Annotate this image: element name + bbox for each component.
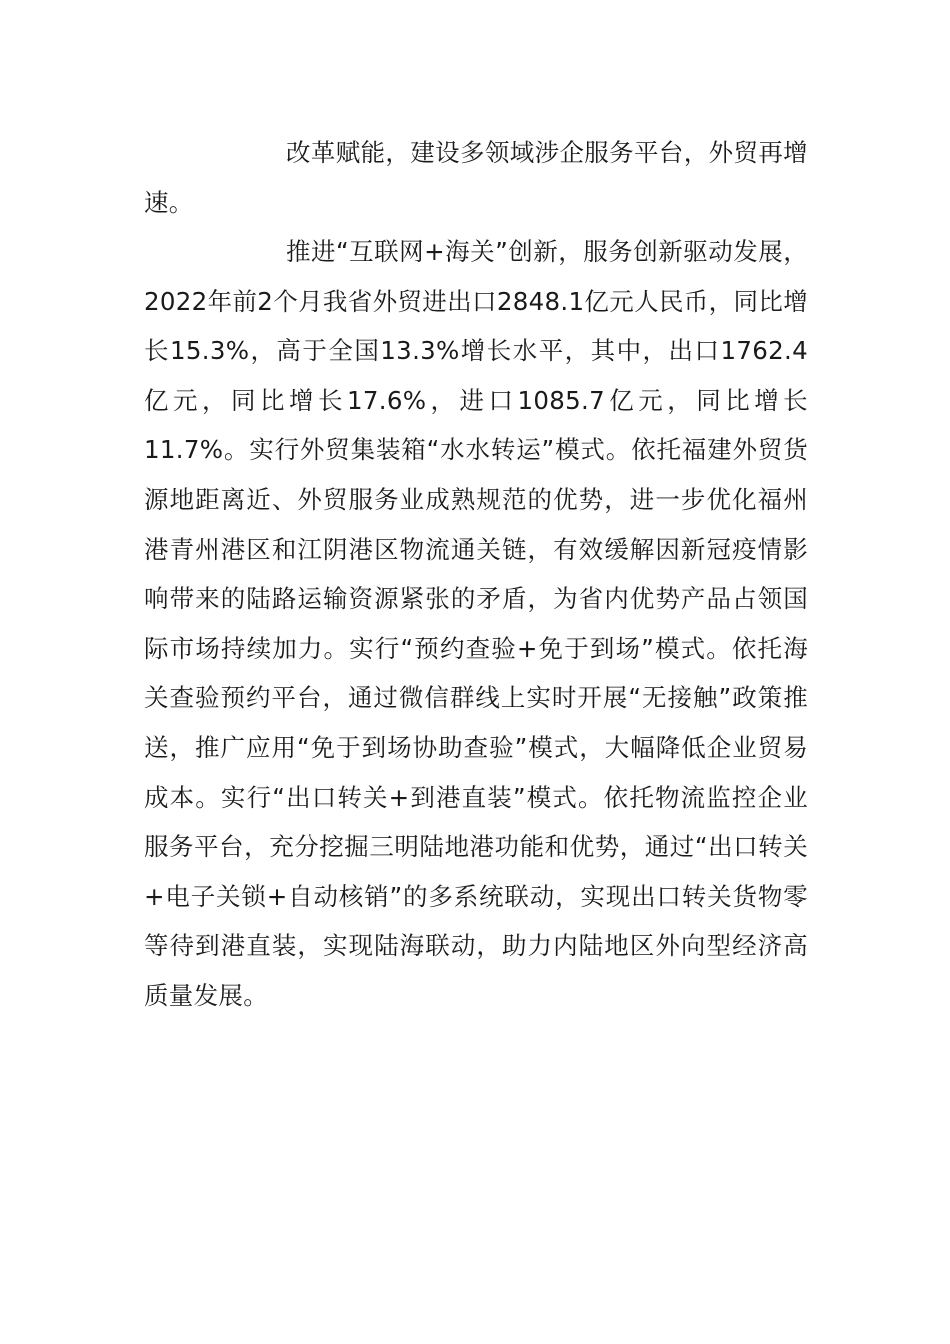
paragraph-text: 改革赋能，建设多领域涉企服务平台，外贸再增速。 bbox=[144, 138, 808, 217]
paragraph-body bbox=[144, 227, 808, 1021]
paragraph-text: 推进“互联网+海关”创新，服务创新驱动发展，2022年前2个月我省外贸进出口2848.1亿元人民币，同比增长15.3%，高于全国13.3%增长水平，其中，出口1762.4亿元，同比增长17.6%，进口1085.7亿元，同比增长11.7%。实行外贸集装箱“水水转运”模式。依托福建外贸货源地距离近、外贸服务业成熟规范的优势，进一步优化福州港青州港区和江阴港区物流通关链，有效缓解因新冠疫情影响带来的陆路运输资源紧张的矛盾，为省内优势产品占领国际市场持续加力。实行“预约查验+免于到场”模式。依托海关查验预约平台，通过微信群线上实时开展“无接触”政策推送，推广应用“免于到场协助查验”模式，大幅降低企业贸易成本。实行“出口转关+到港直装”模式。依托物流监控企业服务平台，充分挖掘三明陆地港功能和优势，通过“出口转关+电子关锁+自动核销”的多系统联动，实现出口转关货物零等待到港直装，实现陆海联动，助力内陆地区外向型经济高质量发展。 bbox=[144, 237, 808, 1010]
paragraph-heading bbox=[144, 128, 808, 227]
